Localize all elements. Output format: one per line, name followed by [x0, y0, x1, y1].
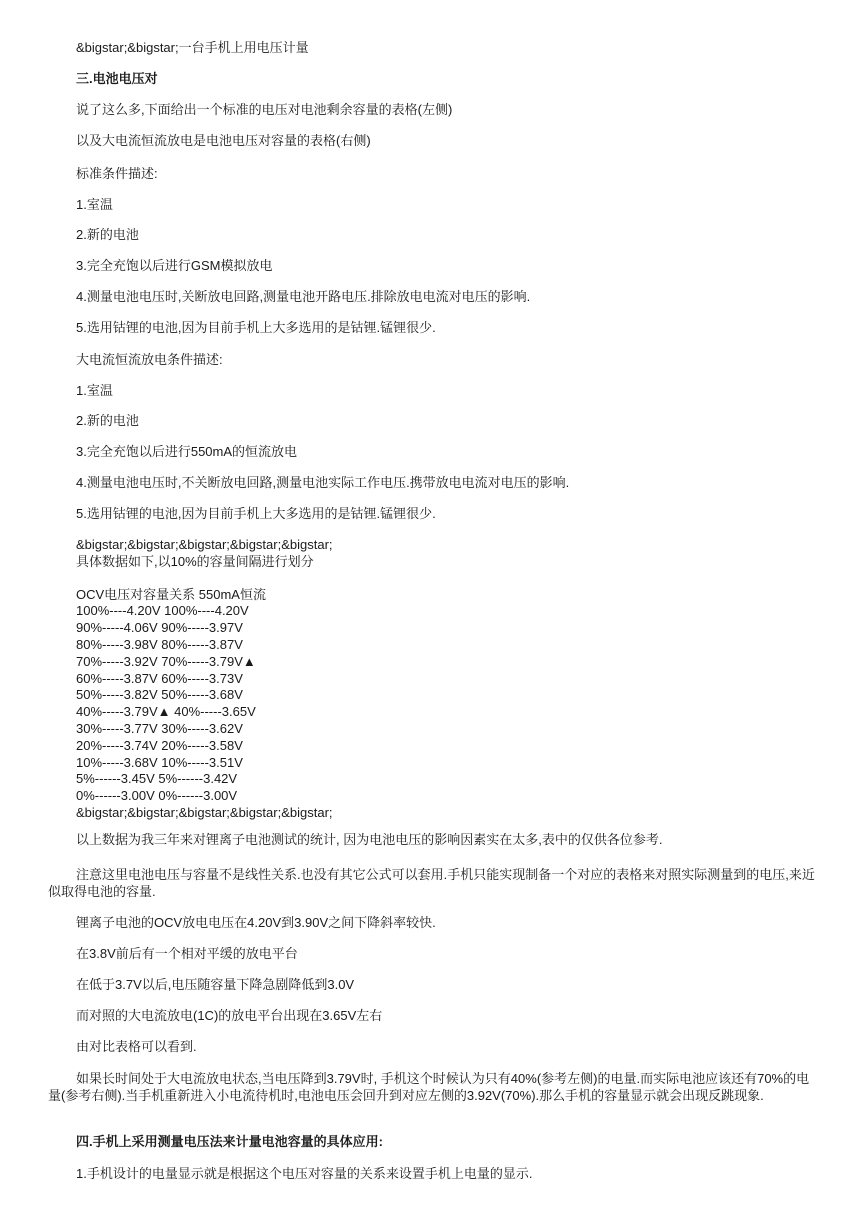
- paragraph-stats: 以上数据为我三年来对锂离子电池测试的统计, 因为电池电压的影响因素实在太多,表中的仅供各位参考.: [76, 832, 663, 847]
- paragraph-application-1: 1.手机设计的电量显示就是根据这个电压对容量的关系来设置手机上电量的显示.: [76, 1166, 533, 1181]
- standard-conditions-title: 标准条件描述:: [76, 166, 158, 181]
- paragraph-rebound: 如果长时间处于大电流放电状态,当电压降到3.79V时, 手机这个时候认为只有40%(参考左侧)的电量.而实际电池应该还有70%的电量(参考右侧).当手机重新进入小电流待机时,电池电压会回升到对应左侧的3.92V(70%).那么手机的容量显示就会出现反跳现象.: [48, 1071, 810, 1103]
- standard-condition-item: 4.测量电池电压时,关断放电回路,测量电池开路电压.排除放电电流对电压的影响.: [76, 289, 531, 304]
- table-row: 10%-----3.68V 10%-----3.51V: [76, 754, 243, 770]
- high-current-condition-item: 4.测量电池电压时,不关断放电回路,测量电池实际工作电压.携带放电电流对电压的影响.: [76, 475, 570, 490]
- stars-line: &bigstar;&bigstar;&bigstar;&bigstar;&bigstar;: [76, 804, 333, 820]
- stars-line: &bigstar;&bigstar;一台手机上用电压计量: [76, 40, 309, 55]
- paragraph-1c: 而对照的大电流放电(1C)的放电平台出现在3.65V左右: [76, 1008, 383, 1023]
- paragraph-intro-2: 以及大电流恒流放电是电池电压对容量的表格(右侧): [76, 133, 371, 148]
- table-row: 70%-----3.92V 70%-----3.79V▲: [76, 653, 256, 669]
- high-current-condition-item: 3.完全充饱以后进行550mA的恒流放电: [76, 444, 298, 459]
- table-row: 0%------3.00V 0%------3.00V: [76, 788, 238, 804]
- paragraph-slope: 锂离子电池的OCV放电电压在4.20V到3.90V之间下降斜率较快.: [76, 915, 436, 930]
- table-row: 80%-----3.98V 80%-----3.87V: [76, 636, 243, 652]
- standard-condition-item: 5.选用钴锂的电池,因为目前手机上大多选用的是钴锂.锰锂很少.: [76, 320, 436, 335]
- standard-condition-item: 2.新的电池: [76, 227, 139, 242]
- paragraph-drop: 在低于3.7V以后,电压随容量下降急剧降低到3.0V: [76, 977, 355, 992]
- stars-line: &bigstar;&bigstar;&bigstar;&bigstar;&bigstar;: [76, 537, 333, 552]
- table-row: 50%-----3.82V 50%-----3.68V: [76, 687, 243, 703]
- high-current-condition-item: 5.选用钴锂的电池,因为目前手机上大多选用的是钴锂.锰锂很少.: [76, 506, 436, 521]
- table-row: 5%------3.45V 5%------3.42V: [76, 771, 238, 787]
- table-row: 40%-----3.79V▲ 40%-----3.65V: [76, 704, 256, 720]
- high-current-conditions-title: 大电流恒流放电条件描述:: [76, 352, 223, 367]
- high-current-condition-item: 2.新的电池: [76, 413, 139, 428]
- standard-condition-item: 1.室温: [76, 197, 113, 212]
- voltage-capacity-table: [76, 537, 333, 822]
- table-row: 20%-----3.74V 20%-----3.58V: [76, 737, 243, 753]
- paragraph-plateau: 在3.8V前后有一个相对平缓的放电平台: [76, 946, 298, 961]
- table-row: 60%-----3.87V 60%-----3.73V: [76, 670, 243, 686]
- table-row: 90%-----4.06V 90%-----3.97V: [76, 620, 243, 636]
- standard-condition-item: 3.完全充饱以后进行GSM模拟放电: [76, 258, 273, 273]
- paragraph-intro-1: 说了这么多,下面给出一个标准的电压对电池剩余容量的表格(左侧): [76, 102, 453, 117]
- section-heading-4: 四.手机上采用测量电压法来计量电池容量的具体应用:: [76, 1134, 383, 1149]
- table-row: 100%----4.20V 100%----4.20V: [76, 603, 249, 619]
- table-intro: 具体数据如下,以10%的容量间隔进行划分: [76, 553, 314, 569]
- table-header: OCV电压对容量关系 550mA恒流: [76, 586, 266, 602]
- paragraph-compare: 由对比表格可以看到.: [76, 1039, 197, 1054]
- section-heading-3: 三.电池电压对: [76, 71, 158, 86]
- table-row: 30%-----3.77V 30%-----3.62V: [76, 720, 243, 736]
- high-current-condition-item: 1.室温: [76, 383, 113, 398]
- paragraph-nonlinear: 注意这里电池电压与容量不是线性关系.也没有其它公式可以套用.手机只能实现制备一个对应的表格来对照实际测量到的电压,来近似取得电池的容量.: [48, 867, 815, 899]
